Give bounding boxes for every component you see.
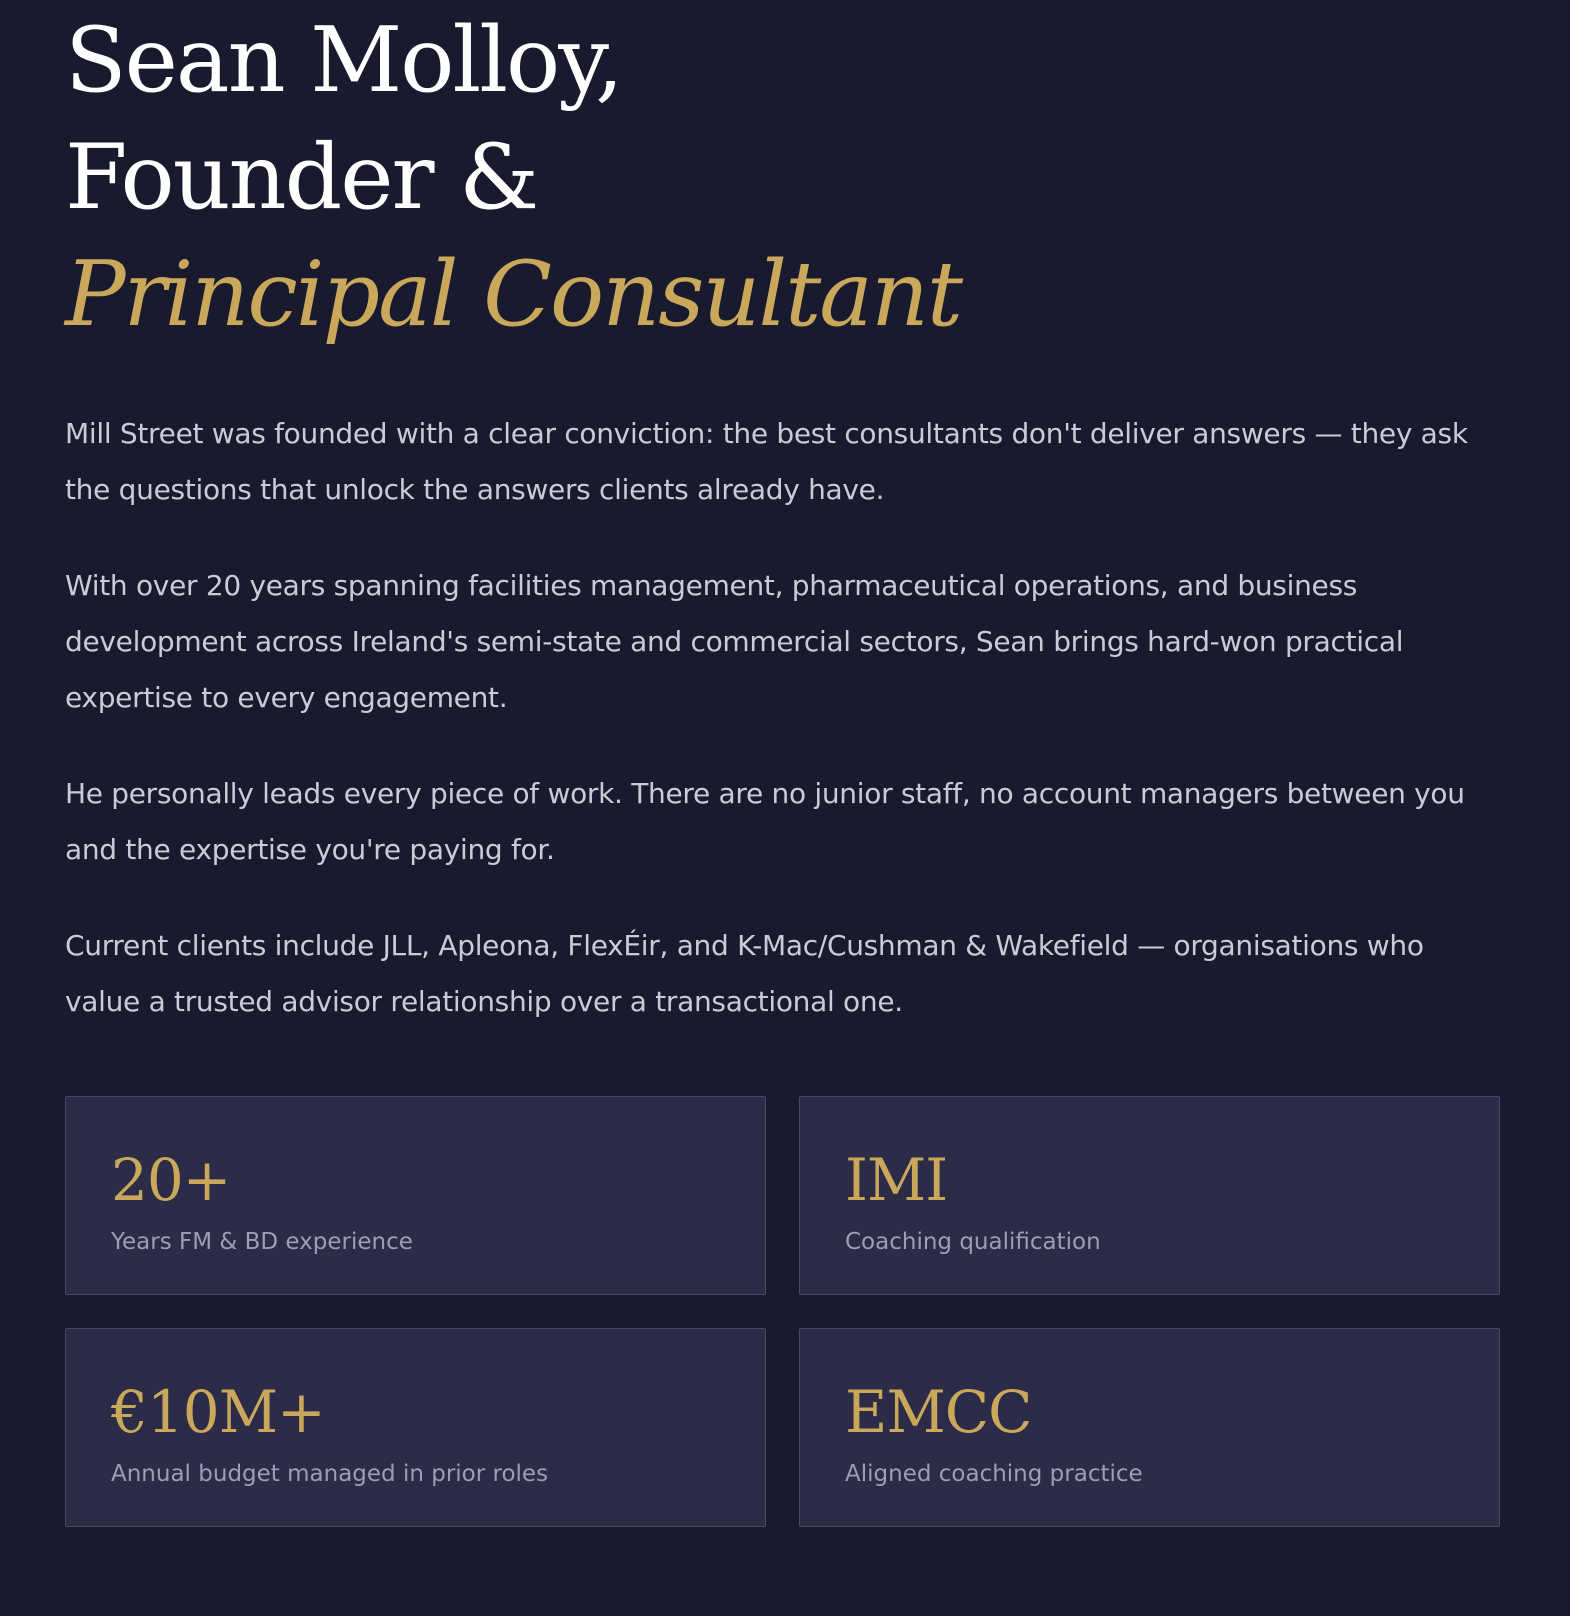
- stat-value: EMCC: [845, 1378, 1032, 1446]
- stat-value: €10M+: [111, 1378, 325, 1446]
- bio-paragraph-1: Mill Street was founded with a clear conviction: the best consultants don't deliver answers — they ask the questions that unlock the answers clients already have.: [65, 417, 1468, 506]
- bio-paragraph-4: Current clients include JLL, Apleona, FlexÉir, and K-Mac/Cushman & Wakefield — organisations who value a trusted advisor relationship over a transactional one.: [65, 929, 1424, 1018]
- stat-label: Annual budget managed in prior roles: [111, 1461, 549, 1487]
- bio-paragraph-3: He personally leads every piece of work. There are no junior staff, no account managers between you and the expertise you're paying for.: [65, 777, 1465, 866]
- stat-card-experience: [65, 1096, 766, 1295]
- stat-card-emcc: [799, 1328, 1500, 1527]
- bio-paragraph-2: With over 20 years spanning facilities management, pharmaceutical operations, and business development across Ireland's semi-state and commercial sectors, Sean brings hard-won practical expertise to every engagement.: [65, 569, 1404, 714]
- heading-role: Founder &: [65, 125, 538, 230]
- stat-label: Years FM & BD experience: [111, 1229, 413, 1255]
- heading-role-accent: Principal Consultant: [65, 242, 962, 347]
- stat-value: IMI: [845, 1146, 948, 1214]
- about-section: [65, 0, 1505, 1487]
- stat-label: Aligned coaching practice: [845, 1461, 1143, 1487]
- heading-name: Sean Molloy,: [65, 8, 622, 113]
- stat-card-budget: [65, 1328, 766, 1527]
- stats-grid: [65, 1096, 1501, 1527]
- bio-text: [65, 406, 1505, 1030]
- stat-card-imi: [799, 1096, 1500, 1295]
- stat-label: Coaching qualification: [845, 1229, 1101, 1255]
- page-heading: [65, 0, 1505, 353]
- stat-value: 20+: [111, 1146, 231, 1214]
